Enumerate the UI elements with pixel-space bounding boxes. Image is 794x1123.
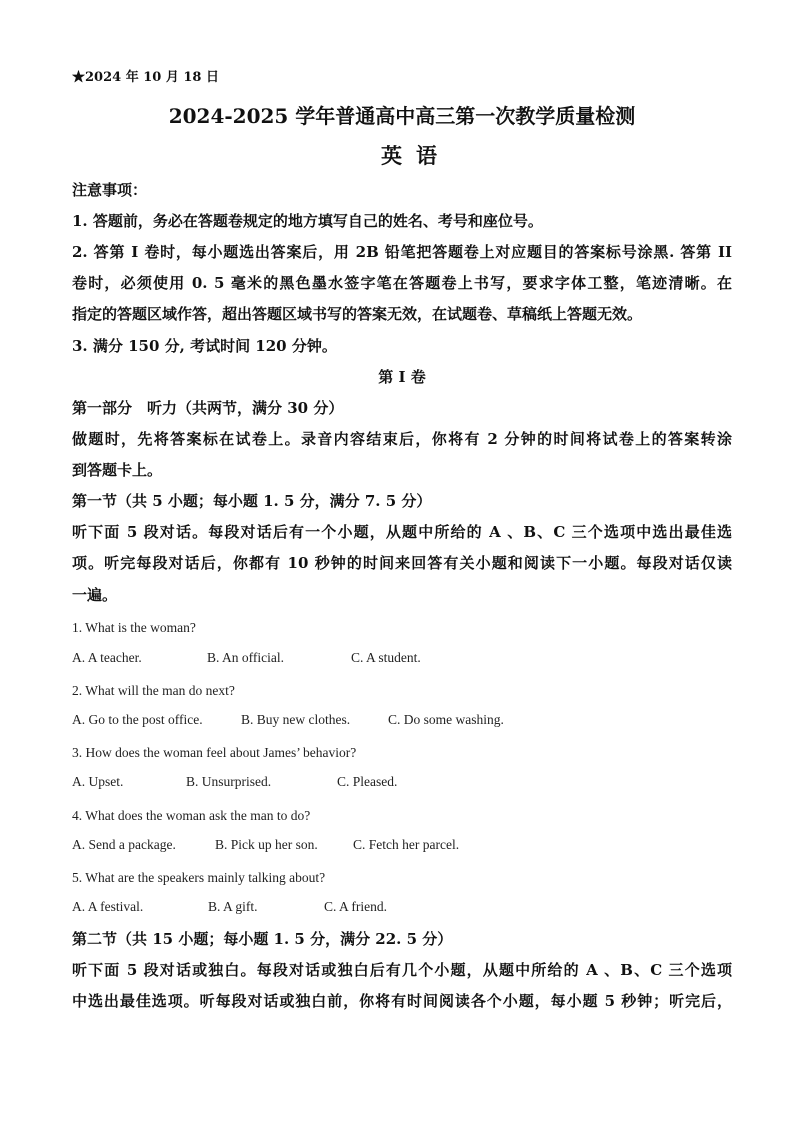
section2-instructions-line-2: 中选出最佳选项。听每段对话或独白前，你将有时间阅读各个小题，每小题 5 秒钟；听完后， xyxy=(72,992,732,1010)
notice-item-1: 1. 答题前，务必在答题卷规定的地方填写自己的姓名、考号和座位号。 xyxy=(72,212,543,230)
notice-item-2-line-1: 2. 答第 I 卷时，每小题选出答案后，用 2B 铅笔把答题卷上对应题目的答案标号涂黑. 答第 II xyxy=(72,243,732,261)
notice-item-2-line-2: 卷时，必须使用 0. 5 毫米的黑色墨水签字笔在答题卷上书写，要求字体工整，笔迹清晰。在 xyxy=(72,274,732,292)
exam-date: ★2024 年 10 月 18 日 xyxy=(72,70,219,85)
question-4-text: 4. What does the woman ask the man to do? xyxy=(72,808,311,823)
question-3-option-a: A. Upset. xyxy=(72,774,124,789)
part1-heading: 第一部分 听力（共两节，满分 30 分） xyxy=(72,399,344,417)
section2-heading: 第二节（共 15 小题；每小题 1. 5 分，满分 22. 5 分） xyxy=(72,930,453,948)
volume-heading: 第 I 卷 xyxy=(378,368,426,386)
exam-title: 2024-2025 学年普通高中高三第一次教学质量检测 xyxy=(168,104,636,128)
question-1-text: 1. What is the woman? xyxy=(72,620,196,635)
question-5-text: 5. What are the speakers mainly talking about? xyxy=(72,870,326,885)
subject-title: 英语 xyxy=(381,143,451,168)
question-3-option-b: B. Unsurprised. xyxy=(186,774,272,789)
question-5-option-b: B. A gift. xyxy=(208,899,258,914)
section1-instructions-line-2: 项。听完每段对话后，你都有 10 秒钟的时间来回答有关小题和阅读下一小题。每段对话仅读 xyxy=(72,554,732,572)
part1-instructions-line-2: 到答题卡上。 xyxy=(72,461,163,479)
section1-heading: 第一节（共 5 小题；每小题 1. 5 分，满分 7. 5 分） xyxy=(72,492,432,510)
notice-heading: 注意事项： xyxy=(72,181,148,199)
section1-instructions-line-1: 听下面 5 段对话。每段对话后有一个小题，从题中所给的 A 、B、C 三个选项中选出最佳选 xyxy=(72,523,732,541)
question-3-option-c: C. Pleased. xyxy=(337,774,398,789)
question-5-option-c: C. A friend. xyxy=(324,899,387,914)
question-2-option-c: C. Do some washing. xyxy=(388,712,504,727)
question-5-option-a: A. A festival. xyxy=(72,899,144,914)
question-4-option-b: B. Pick up her son. xyxy=(215,837,318,852)
question-1-option-c: C. A student. xyxy=(351,650,421,665)
question-2-option-b: B. Buy new clothes. xyxy=(241,712,351,727)
question-4-option-a: A. Send a package. xyxy=(72,837,176,852)
section2-instructions-line-1: 听下面 5 段对话或独白。每段对话或独白后有几个小题，从题中所给的 A 、B、C 三个选项 xyxy=(72,961,732,979)
question-2-option-a: A. Go to the post office. xyxy=(72,712,203,727)
question-4-option-c: C. Fetch her parcel. xyxy=(353,837,460,852)
part1-instructions-line-1: 做题时，先将答案标在试卷上。录音内容结束后，你将有 2 分钟的时间将试卷上的答案转涂 xyxy=(72,430,732,448)
question-3-text: 3. How does the woman feel about James’ behavior? xyxy=(72,745,357,760)
question-2-text: 2. What will the man do next? xyxy=(72,683,235,698)
question-1-option-b: B. An official. xyxy=(207,650,284,665)
question-1-option-a: A. A teacher. xyxy=(72,650,142,665)
notice-item-3: 3. 满分 150 分, 考试时间 120 分钟。 xyxy=(72,337,337,355)
notice-item-2-line-3: 指定的答题区域作答，超出答题区域书写的答案无效，在试题卷、草稿纸上答题无效。 xyxy=(72,305,643,323)
section1-instructions-line-3: 一遍。 xyxy=(72,586,118,604)
